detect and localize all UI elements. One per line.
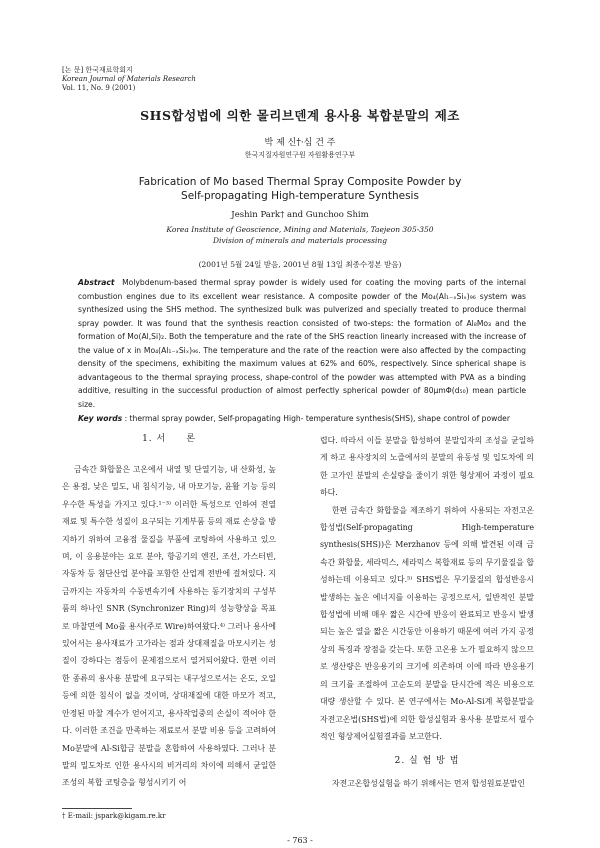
footnote-email: † E-mail: jspark@kigam.re.kr xyxy=(62,812,166,820)
title-korean: SHS합성법에 의한 몰리브덴계 용사용 복합분말의 제조 xyxy=(140,108,460,123)
keywords xyxy=(78,414,538,423)
title-english-line2: Self-propagating High-temperature Synthesis xyxy=(181,190,419,202)
page-number: - 763 - xyxy=(287,836,313,845)
received-dates: (2001년 5월 24일 받음, 2001년 8월 13일 최종수정본 받음) xyxy=(198,260,402,269)
title-english-line1: Fabrication of Mo based Thermal Spray Composite Powder by xyxy=(138,176,462,188)
authors-english: Jeshin Park† and Gunchoo Shim xyxy=(231,210,369,220)
authors-korean: 박 제 신†·심 건 주 xyxy=(264,138,336,148)
abstract-text: Molybdenum-based thermal spray powder is widely used for coating the moving parts of the internal combustion engines due to its excellent wear resistance. A composite powder of the Mo₄(Al₁₋ₓSiₓ)₉₆ system was synthesized using the SHS method. The synthesized bulk was pulverized and specially treated to produce thermal spray powder. It was found that the synthesis reaction consisted of two-steps: the formation of Al₈Mo₃ and the formation of Mo(Al,Si)₂. Both the temperature and the rate of the SHS reaction linearly increased with the increase of the value of x in Mo₄(Al₁₋ₓSiₓ)₉₆. The temperature and the rate of the reaction were also affected by the compacting density of the specimens, exhibiting the maximum values at 62% and 60%, respectively. Since spherical shape is advantageous to the thermal spraying process, shape-control of the powder was attempted with PVA as a binding additive, resulting in the successful production of almost perfectly spherical powder of 80μmΦ(d₅₀) mean particle size. xyxy=(78,278,526,409)
section-heading-introduction: 1. 서 론 xyxy=(142,434,196,444)
paragraph: 렵다. 따라서 이들 분말을 합성하여 분말입자의 조성을 균일하게 하고 용사장치의 노즐에서의 분말의 유동성 및 입도차에 의한 고가인 분말의 손실량을 줄이기 위한 형상제어 과정이 필요하다. xyxy=(320,436,534,498)
keywords-text: : thermal spray powder, Self-propagating High- temperature synthesis(SHS), shape control of powder xyxy=(124,414,510,423)
section-heading-methods: 2. 실 험 방 법 xyxy=(394,756,460,767)
affiliation-korean: 한국지질자원연구원 자원활용연구부 xyxy=(244,151,356,159)
affiliation-english xyxy=(0,224,600,246)
affiliation-english-line2: Division of minerals and materials processing xyxy=(212,236,388,245)
affiliation-english-line1: Korea Institute of Geoscience, Mining and Materials, Taejeon 305-350 xyxy=(166,225,434,234)
right-column xyxy=(320,432,534,792)
title-english xyxy=(120,175,480,203)
abstract-label: Abstract xyxy=(78,278,115,287)
paragraph: 자전고온합성실험을 하기 위해서는 먼저 합성원료분말인 xyxy=(332,778,525,788)
journal-name-en: Korean Journal of Materials Research xyxy=(62,75,196,83)
left-column xyxy=(62,434,276,792)
journal-volume: Vol. 11, No. 9 (2001) xyxy=(62,84,136,92)
journal-name-ko: [논 문] 한국재료학회지 xyxy=(62,66,133,74)
abstract xyxy=(78,276,526,411)
paragraph: 금속간 화합물은 고온에서 내열 및 단열기능, 내 산화성, 높은 용점, 낮은 밀도, 내 침식기능, 내 마모기능, 윤활 기능 등의 우수한 특성을 가지고 있다.¹⁻³⁾ 이러한 특성으로 인하여 전열재료 및 특수한 성질이 요구되는 기계부품 등의 재료 손상을 방지하기 위하여 고융점 물질을 부품에 코팅하여 사용하고 있으며, 이 응용분야는 요로 분야, 항공기의 엔진, 조선, 가스터빈, 자동차 등 첨단산업 분야를 포함한 산업계 전반에 걸쳐있다. 지금까지는 자동차의 수동변속기에 사용하는 동기장치의 구성부품의 하나인 SNR (Synchronizer Ring)의 성능향상을 목표로 마찰면에 Mo를 용사(주로 Wire)하여왔다.⁴⁾ 그러나 용사에 있어서는 용사재료가 고가라는 점과 상대재질을 마모시키는 성질이 강하다는 점등이 문제점으로서 열거되어왔다. 한편 이러한 종류의 용사용 분말에 요구되는 내구성으로서는 온도, 오일 등에 의한 침식이 없을 것이며, 상대재질에 대한 마모가 적고, 안정된 마찰 계수가 얻어지고, 용사작업중의 손실이 적어야 한다. 이러한 조건을 만족하는 재료로서 분말 비용 등을 고려하여 Mo분말에 Al-Si합금 분말을 혼합하여 사용하였다. 그러나 분말의 밀도차로 인한 용사시의 비거리의 차이에 의해서 균일한 조성의 복합 코팅층을 형성시키기 어 xyxy=(62,465,276,788)
footnote-divider xyxy=(62,808,132,809)
paragraph: 한편 금속간 화합물을 제조하기 위하여 사용되는 자전고온 합성법(Self-propagating High-temperature synthesis(SHS))은 Merzhanov 등에 의해 발견된 이래 금속간 화합물, 세라믹스, 세라믹스 복합재료 등의 무기물질을 합성하는데 이용되고 있다.⁵⁾ SHS법은 무기물질의 합성반응시 발생하는 높은 에너지를 이용하는 공정으로서, 일반적인 분말합성법에 비해 매우 짧은 시간에 반응이 완료되고 반응시 발생되는 높은 열을 짧은 시간동안 이용하기 때문에 여러 가지 공정상의 특징과 장점을 갖는다. 또한 고온용 노가 필요하지 않으므로 생산량은 반응용기의 크기에 의존하며 이에 따라 반응용기의 크기를 조절하여 고순도의 분말을 단시간에 적은 비용으로 대량 생산할 수 있다. 본 연구에서는 Mo-Al-Si계 복합분말을 자전고온법(SHS법)에 의한 합성실험과 용사용 분말로서 필수적인 형상제어실험결과를 보고한다. xyxy=(320,505,534,741)
journal-header xyxy=(62,66,196,93)
keywords-label: Key words xyxy=(78,414,123,423)
